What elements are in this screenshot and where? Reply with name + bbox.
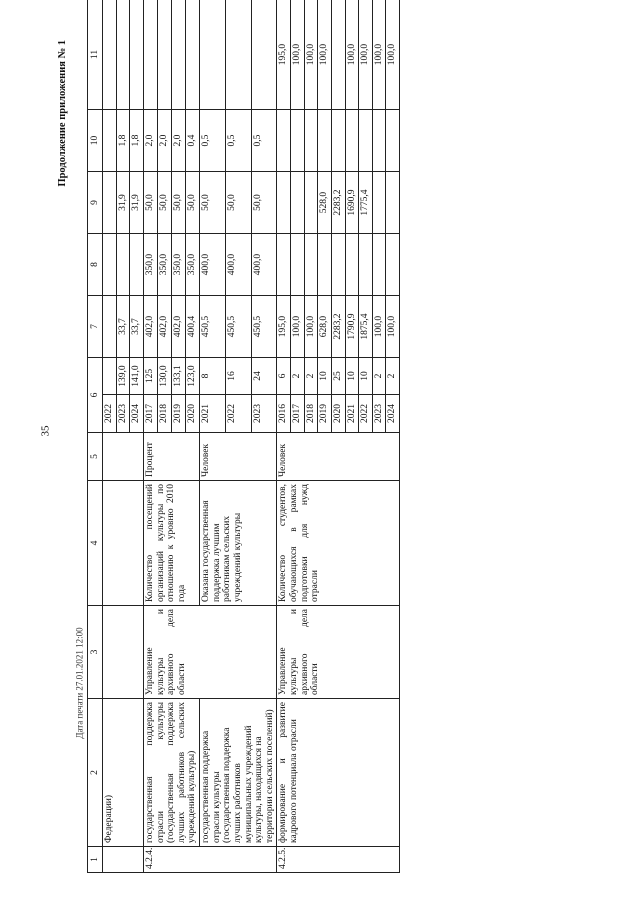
year-cell: 2017 xyxy=(291,395,305,433)
year-cell: 2021 xyxy=(200,395,226,433)
year-cell: 2016 xyxy=(277,395,291,433)
year-cell: 2020 xyxy=(185,395,199,433)
table-row: 2021 10 1790,9 1690,9 100,0 xyxy=(345,0,359,873)
executor: Управление культуры и архивного дела области xyxy=(143,606,277,699)
year-cell: 2023 xyxy=(116,395,130,433)
year-cell: 2022 xyxy=(103,395,117,433)
year-cell: 2018 xyxy=(157,395,171,433)
table-row: 2024 141,0 33,7 31,9 1,8 xyxy=(130,0,144,873)
year-cell: 2023 xyxy=(372,395,386,433)
col-num-7: 7 xyxy=(88,296,103,358)
year-cell: 2024 xyxy=(130,395,144,433)
indicator-name: Количество студентов, обучающихся в рамках подготовки для нужд отрасли xyxy=(277,481,400,606)
unit: Человек xyxy=(277,433,400,481)
indicator-name: Количество посещений организаций культуры по отношению к уровню 2010 года xyxy=(143,481,199,606)
year-cell: 2018 xyxy=(304,395,318,433)
year-cell: 2019 xyxy=(318,395,332,433)
table-row: 2023 2 100,0 100,0 xyxy=(372,0,386,873)
executor: Управление культуры и архивного дела области xyxy=(277,606,400,699)
table-row: государственная поддержка отрасли культуры (государственная поддержка лучших работников муниципальных учреждений культуры, находящихся на территории сельских поселений) Оказана государственная поддержка лучшим работникам сельских учреждений культуры Человек 2021 8 450,5 400,0 50,0 0,5 xyxy=(200,0,226,873)
year-cell: 2020 xyxy=(331,395,345,433)
activity-name: государственная поддержка отрасли культуры (государственная поддержка лучших работников сельских учреждений культуры) xyxy=(143,699,199,847)
year-cell: 2017 xyxy=(143,395,157,433)
year-cell: 2024 xyxy=(386,395,400,433)
header-row xyxy=(88,0,103,873)
activity-name: Федерации) xyxy=(103,699,144,847)
table-row: 2018 130,0 402,0 350,0 50,0 2,0 xyxy=(157,0,171,873)
year-cell: 2022 xyxy=(359,395,373,433)
table-row: 2020 123,0 400,4 350,0 50,0 0,4 xyxy=(185,0,199,873)
col-num-10: 10 xyxy=(88,110,103,172)
activity-name: формирование и развитие кадрового потенциала отрасли xyxy=(277,699,400,847)
table-row: 2019 10 628,0 528,0 100,0 xyxy=(318,0,332,873)
year-cell: 2019 xyxy=(171,395,185,433)
continuation-header: Продолжение приложения № 1 xyxy=(57,40,68,187)
unit: Процент xyxy=(143,433,199,481)
table-row: 4.2.4. государственная поддержка отрасли культуры (государственная поддержка лучших работников сельских учреждений культуры) Управление культуры и архивного дела области Количество посещений организаций культуры по отношению к уровню 2010 года Процент 2017 125 402,0 350,0 50,0 2,0 xyxy=(143,0,157,873)
activity-number: 4.2.4. xyxy=(143,847,277,873)
year-cell: 2022 xyxy=(225,395,251,433)
col-num-1: 1 xyxy=(88,847,103,873)
table-row: 2023 24 450,5 400,0 50,0 0,5 xyxy=(251,0,277,873)
col-num-9: 9 xyxy=(88,172,103,234)
year-cell: 2021 xyxy=(345,395,359,433)
page-number: 35 xyxy=(39,425,52,437)
print-date-stamp: Дата печати 27.01.2021 12:00 xyxy=(74,627,85,739)
table-row: 4.2.5. формирование и развитие кадрового потенциала отрасли Управление культуры и архивного дела области Количество студентов, обучающихся в рамках подготовки для нужд отрасли Человек 2016 6 195,0 195,0 xyxy=(277,0,291,873)
table-row: 2019 133,1 402,0 350,0 50,0 2,0 xyxy=(171,0,185,873)
table-row xyxy=(103,0,117,873)
unit: Человек xyxy=(200,433,277,481)
col-num-8: 8 xyxy=(88,234,103,296)
col-num-11: 11 xyxy=(88,0,103,110)
indicator-name: Оказана государственная поддержка лучшим работникам сельских учреждений культуры xyxy=(200,481,277,606)
activity-name: государственная поддержка отрасли культуры (государственная поддержка лучших работников муниципальных учреждений культуры, находящихся на территории сельских поселений) xyxy=(200,699,277,847)
table-row: 2023 139,0 33,7 31,9 1,8 xyxy=(116,0,130,873)
col-num-2: 2 xyxy=(88,699,103,847)
table-row: 2024 2 100,0 100,0 xyxy=(386,0,400,873)
col-num-3: 3 xyxy=(88,606,103,699)
table-row: 2020 25 2283,2 2283,2 xyxy=(331,0,345,873)
table-row: 2017 2 100,0 100,0 xyxy=(291,0,305,873)
table-row: 2022 10 1875,4 1775,4 100,0 xyxy=(359,0,373,873)
table-row: 2022 16 450,5 400,0 50,0 0,5 xyxy=(225,0,251,873)
year-cell: 2023 xyxy=(251,395,277,433)
table-row: 2018 2 100,0 100,0 xyxy=(304,0,318,873)
col-num-6: 6 xyxy=(88,358,103,433)
col-num-4: 4 xyxy=(88,481,103,606)
activity-number: 4.2.5. xyxy=(277,847,400,873)
indicator-table xyxy=(87,0,400,873)
col-num-5: 5 xyxy=(88,433,103,481)
